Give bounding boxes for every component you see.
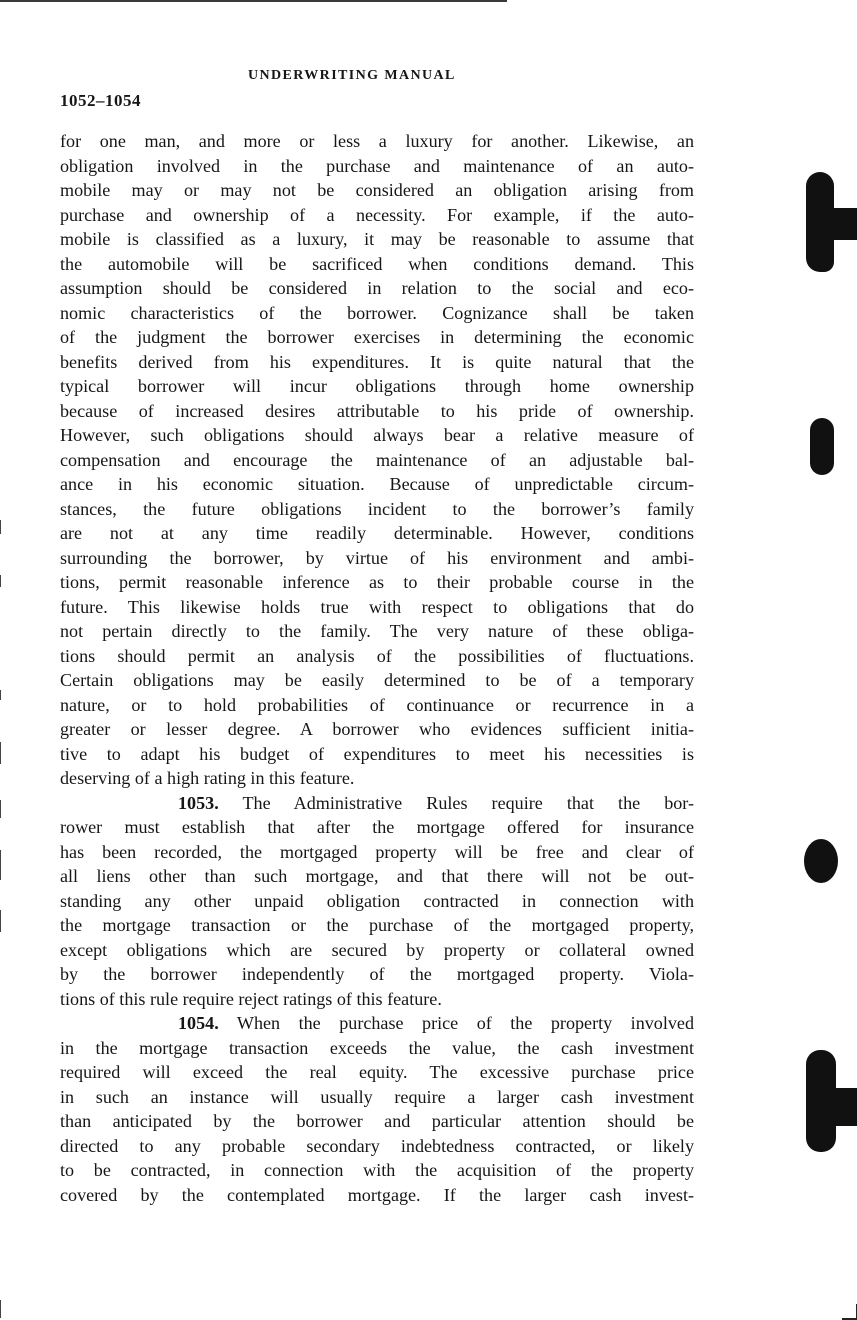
text-line: benefits derived from his expenditures. It is quite natural that the — [60, 351, 694, 372]
scan-edge-mark — [0, 575, 1, 587]
scan-edge-mark — [0, 520, 1, 534]
text-line: except obligations which are secured by property or collateral owned — [60, 939, 694, 960]
text-line: tions, permit reasonable inference as to their probable course in the — [60, 572, 694, 592]
text-line: of the judgment the borrower exercises in determining the economic — [60, 327, 694, 347]
binder-tab-mark — [820, 208, 857, 240]
scan-corner-mark — [842, 1304, 857, 1320]
text-line: covered by the contemplated mortgage. If the larger cash invest- — [60, 1184, 694, 1205]
text-line: directed to any probable secondary indebtedness contracted, or likely — [60, 1135, 694, 1156]
top-rule — [0, 0, 507, 2]
running-head: UNDERWRITING MANUAL — [248, 68, 456, 83]
text-line: in the mortgage transaction exceeds the value, the cash investment — [60, 1037, 694, 1058]
scan-edge-mark — [0, 742, 1, 764]
text-line: in such an instance will usually require a larger cash investment — [60, 1086, 694, 1107]
text-line: mobile may or may not be considered an obligation arising from — [60, 180, 694, 200]
text-line: typical borrower will incur obligations through home ownership — [60, 376, 694, 396]
body-text — [60, 129, 694, 1207]
section-number: 1054. — [178, 1013, 219, 1033]
text-line: When the purchase price of the property involved — [236, 1013, 694, 1033]
text-line: nomic characteristics of the borrower. Cognizance shall be taken — [60, 302, 694, 323]
scan-edge-mark — [0, 1300, 1, 1318]
scan-edge-mark — [0, 850, 1, 880]
text-line: not pertain directly to the family. The very nature of these obliga- — [60, 621, 694, 641]
text-line: by the borrower independently of the mortgaged property. Viola- — [60, 964, 694, 984]
text-line: tive to adapt his budget of expenditures to meet his necessities is — [60, 743, 694, 764]
text-line: Certain obligations may be easily determined to be of a temporary — [60, 670, 694, 690]
text-line: However, such obligations should always bear a relative measure of — [60, 425, 694, 445]
binder-hole-mark — [804, 839, 838, 883]
text-line: the mortgage transaction or the purchase of the mortgaged property, — [60, 915, 694, 935]
text-line: all liens other than such mortgage, and that there will not be out- — [60, 866, 694, 886]
text-line: required will exceed the real equity. The excessive purchase price — [60, 1062, 694, 1082]
binder-hole-mark — [810, 418, 834, 475]
section-1053-first-line — [60, 791, 694, 816]
text-line: assumption should be considered in relation to the social and eco- — [60, 278, 694, 298]
text-line: stances, the future obligations incident to the borrower’s family — [60, 498, 694, 519]
binder-tab-mark — [820, 1088, 857, 1126]
text-line: purchase and ownership of a necessity. For example, if the auto- — [60, 204, 694, 225]
text-line: because of increased desires attributable to his pride of ownership. — [60, 400, 694, 421]
text-line: are not at any time readily determinable. However, conditions — [60, 523, 694, 543]
text-line: mobile is classified as a luxury, it may be reasonable to assume that — [60, 229, 694, 249]
text-line: standing any other unpaid obligation contracted in connection with — [60, 890, 694, 911]
text-line: for one man, and more or less a luxury for another. Likewise, an — [60, 131, 694, 151]
text-line: obligation involved in the purchase and maintenance of an auto- — [60, 155, 694, 176]
text-line: to be contracted, in connection with the acquisition of the property — [60, 1160, 694, 1180]
scan-edge-mark — [0, 910, 1, 932]
text-line: rower must establish that after the mortgage offered for insurance — [60, 817, 694, 837]
text-line: than anticipated by the borrower and particular attention should be — [60, 1111, 694, 1131]
text-line: future. This likewise holds true with respect to obligations that do — [60, 596, 694, 617]
text-line: compensation and encourage the maintenance of an adjustable bal- — [60, 449, 694, 470]
text-line: tions should permit an analysis of the possibilities of fluctuations. — [60, 645, 694, 666]
text-line: tions of this rule require reject ratings of this feature. — [60, 988, 442, 1009]
text-line: ance in his economic situation. Because of unpredictable circum- — [60, 474, 694, 494]
scan-edge-mark — [0, 690, 1, 700]
section-number: 1053. — [178, 792, 219, 813]
text-line: greater or lesser degree. A borrower who evidences sufficient initia- — [60, 719, 694, 739]
text-line: nature, or to hold probabilities of continuance or recurrence in a — [60, 694, 694, 715]
section-range: 1052–1054 — [60, 91, 141, 110]
text-line: has been recorded, the mortgaged property will be free and clear of — [60, 841, 694, 862]
scan-edge-mark — [0, 800, 1, 818]
text-line: the automobile will be sacrificed when conditions demand. This — [60, 253, 694, 274]
section-1054-first-line — [60, 1011, 694, 1036]
text-line: surrounding the borrower, by virtue of his environment and ambi- — [60, 547, 694, 568]
text-line: The Administrative Rules require that the bor- — [242, 792, 694, 813]
text-line: deserving of a high rating in this feature. — [60, 768, 355, 788]
